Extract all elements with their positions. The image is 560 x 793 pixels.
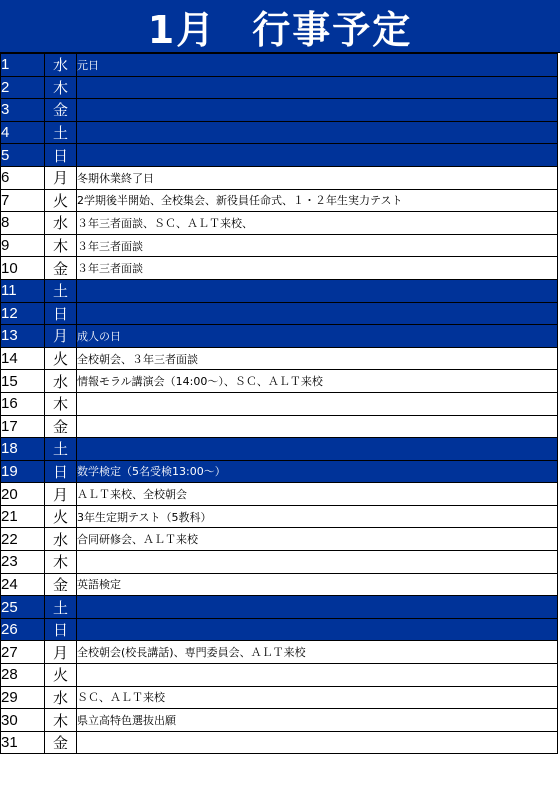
day-number: 1 xyxy=(1,54,45,77)
weekday-cell: 土 xyxy=(45,438,77,461)
event-cell: ＳＣ、ＡＬＴ来校 xyxy=(77,686,558,709)
table-row xyxy=(1,347,558,370)
weekday-cell: 木 xyxy=(45,76,77,99)
weekday-cell: 火 xyxy=(45,505,77,528)
weekday-cell: 金 xyxy=(45,99,77,122)
weekday-cell: 月 xyxy=(45,483,77,506)
table-row xyxy=(1,596,558,619)
table-row xyxy=(1,709,558,732)
schedule-rows xyxy=(1,54,558,754)
schedule-table xyxy=(0,53,558,754)
day-number: 11 xyxy=(1,279,45,302)
weekday-cell: 月 xyxy=(45,166,77,189)
event-cell xyxy=(77,99,558,122)
event-cell: 冬期休業終了日 xyxy=(77,166,558,189)
table-row xyxy=(1,212,558,235)
table-row xyxy=(1,731,558,754)
event-cell xyxy=(77,731,558,754)
day-number: 14 xyxy=(1,347,45,370)
event-cell: 合同研修会、ＡＬＴ来校 xyxy=(77,528,558,551)
day-number: 28 xyxy=(1,664,45,687)
event-cell xyxy=(77,415,558,438)
table-row xyxy=(1,279,558,302)
title-month: 1月 xyxy=(147,7,217,52)
weekday-cell: 日 xyxy=(45,302,77,325)
table-row xyxy=(1,121,558,144)
weekday-cell: 土 xyxy=(45,596,77,619)
event-cell: 成人の日 xyxy=(77,325,558,348)
day-number: 21 xyxy=(1,505,45,528)
event-cell xyxy=(77,392,558,415)
table-row xyxy=(1,505,558,528)
day-number: 22 xyxy=(1,528,45,551)
weekday-cell: 木 xyxy=(45,234,77,257)
weekday-cell: 日 xyxy=(45,618,77,641)
table-row xyxy=(1,641,558,664)
table-row xyxy=(1,166,558,189)
event-cell xyxy=(77,596,558,619)
day-number: 31 xyxy=(1,731,45,754)
table-row xyxy=(1,438,558,461)
weekday-cell: 水 xyxy=(45,370,77,393)
day-number: 19 xyxy=(1,460,45,483)
event-cell: 全校朝会(校長講話)、専門委員会、ＡＬＴ来校 xyxy=(77,641,558,664)
table-row xyxy=(1,144,558,167)
day-number: 9 xyxy=(1,234,45,257)
day-number: 12 xyxy=(1,302,45,325)
event-cell: ３年三者面談 xyxy=(77,234,558,257)
day-number: 2 xyxy=(1,76,45,99)
weekday-cell: 水 xyxy=(45,212,77,235)
weekday-cell: 火 xyxy=(45,664,77,687)
table-row xyxy=(1,483,558,506)
table-row xyxy=(1,234,558,257)
weekday-cell: 月 xyxy=(45,641,77,664)
weekday-cell: 金 xyxy=(45,731,77,754)
day-number: 27 xyxy=(1,641,45,664)
weekday-cell: 水 xyxy=(45,686,77,709)
table-row xyxy=(1,189,558,212)
table-row xyxy=(1,551,558,574)
table-row xyxy=(1,686,558,709)
event-cell xyxy=(77,76,558,99)
table-row xyxy=(1,370,558,393)
weekday-cell: 日 xyxy=(45,144,77,167)
weekday-cell: 木 xyxy=(45,709,77,732)
table-row xyxy=(1,257,558,280)
table-row xyxy=(1,460,558,483)
table-row xyxy=(1,54,558,77)
day-number: 15 xyxy=(1,370,45,393)
day-number: 6 xyxy=(1,166,45,189)
weekday-cell: 水 xyxy=(45,54,77,77)
title-label: 行事予定 xyxy=(252,7,413,52)
event-cell xyxy=(77,144,558,167)
event-cell: ＡＬＴ来校、全校朝会 xyxy=(77,483,558,506)
weekday-cell: 土 xyxy=(45,279,77,302)
event-cell xyxy=(77,121,558,144)
day-number: 10 xyxy=(1,257,45,280)
event-cell xyxy=(77,302,558,325)
table-row xyxy=(1,302,558,325)
event-cell: ３年三者面談、ＳＣ、ＡＬＴ来校、 xyxy=(77,212,558,235)
day-number: 7 xyxy=(1,189,45,212)
day-number: 13 xyxy=(1,325,45,348)
event-cell: ３年三者面談 xyxy=(77,257,558,280)
table-row xyxy=(1,573,558,596)
table-row xyxy=(1,325,558,348)
day-number: 16 xyxy=(1,392,45,415)
table-row xyxy=(1,618,558,641)
weekday-cell: 水 xyxy=(45,528,77,551)
weekday-cell: 月 xyxy=(45,325,77,348)
weekday-cell: 木 xyxy=(45,392,77,415)
event-cell: 情報モラル講演会（14:00～）、ＳＣ、ＡＬＴ来校 xyxy=(77,370,558,393)
day-number: 18 xyxy=(1,438,45,461)
event-cell: 元日 xyxy=(77,54,558,77)
weekday-cell: 火 xyxy=(45,189,77,212)
page-title xyxy=(0,0,560,53)
table-row xyxy=(1,415,558,438)
weekday-cell: 木 xyxy=(45,551,77,574)
event-cell: 県立高特色選抜出願 xyxy=(77,709,558,732)
day-number: 29 xyxy=(1,686,45,709)
table-row xyxy=(1,76,558,99)
event-cell xyxy=(77,438,558,461)
table-row xyxy=(1,99,558,122)
day-number: 3 xyxy=(1,99,45,122)
table-row xyxy=(1,392,558,415)
event-cell: 3年生定期テスト（5教科） xyxy=(77,505,558,528)
weekday-cell: 金 xyxy=(45,415,77,438)
event-cell: 数学検定（5名受検13:00～） xyxy=(77,460,558,483)
day-number: 17 xyxy=(1,415,45,438)
event-cell xyxy=(77,279,558,302)
event-cell xyxy=(77,618,558,641)
day-number: 20 xyxy=(1,483,45,506)
event-cell: 英語検定 xyxy=(77,573,558,596)
event-cell xyxy=(77,664,558,687)
event-cell: 2学期後半開始、全校集会、新役員任命式、１・２年生実力テスト xyxy=(77,189,558,212)
day-number: 4 xyxy=(1,121,45,144)
day-number: 30 xyxy=(1,709,45,732)
weekday-cell: 日 xyxy=(45,460,77,483)
weekday-cell: 火 xyxy=(45,347,77,370)
day-number: 24 xyxy=(1,573,45,596)
day-number: 26 xyxy=(1,618,45,641)
day-number: 23 xyxy=(1,551,45,574)
day-number: 5 xyxy=(1,144,45,167)
day-number: 25 xyxy=(1,596,45,619)
table-row xyxy=(1,528,558,551)
table-row xyxy=(1,664,558,687)
event-cell xyxy=(77,551,558,574)
weekday-cell: 土 xyxy=(45,121,77,144)
event-cell: 全校朝会、３年三者面談 xyxy=(77,347,558,370)
weekday-cell: 金 xyxy=(45,573,77,596)
weekday-cell: 金 xyxy=(45,257,77,280)
day-number: 8 xyxy=(1,212,45,235)
